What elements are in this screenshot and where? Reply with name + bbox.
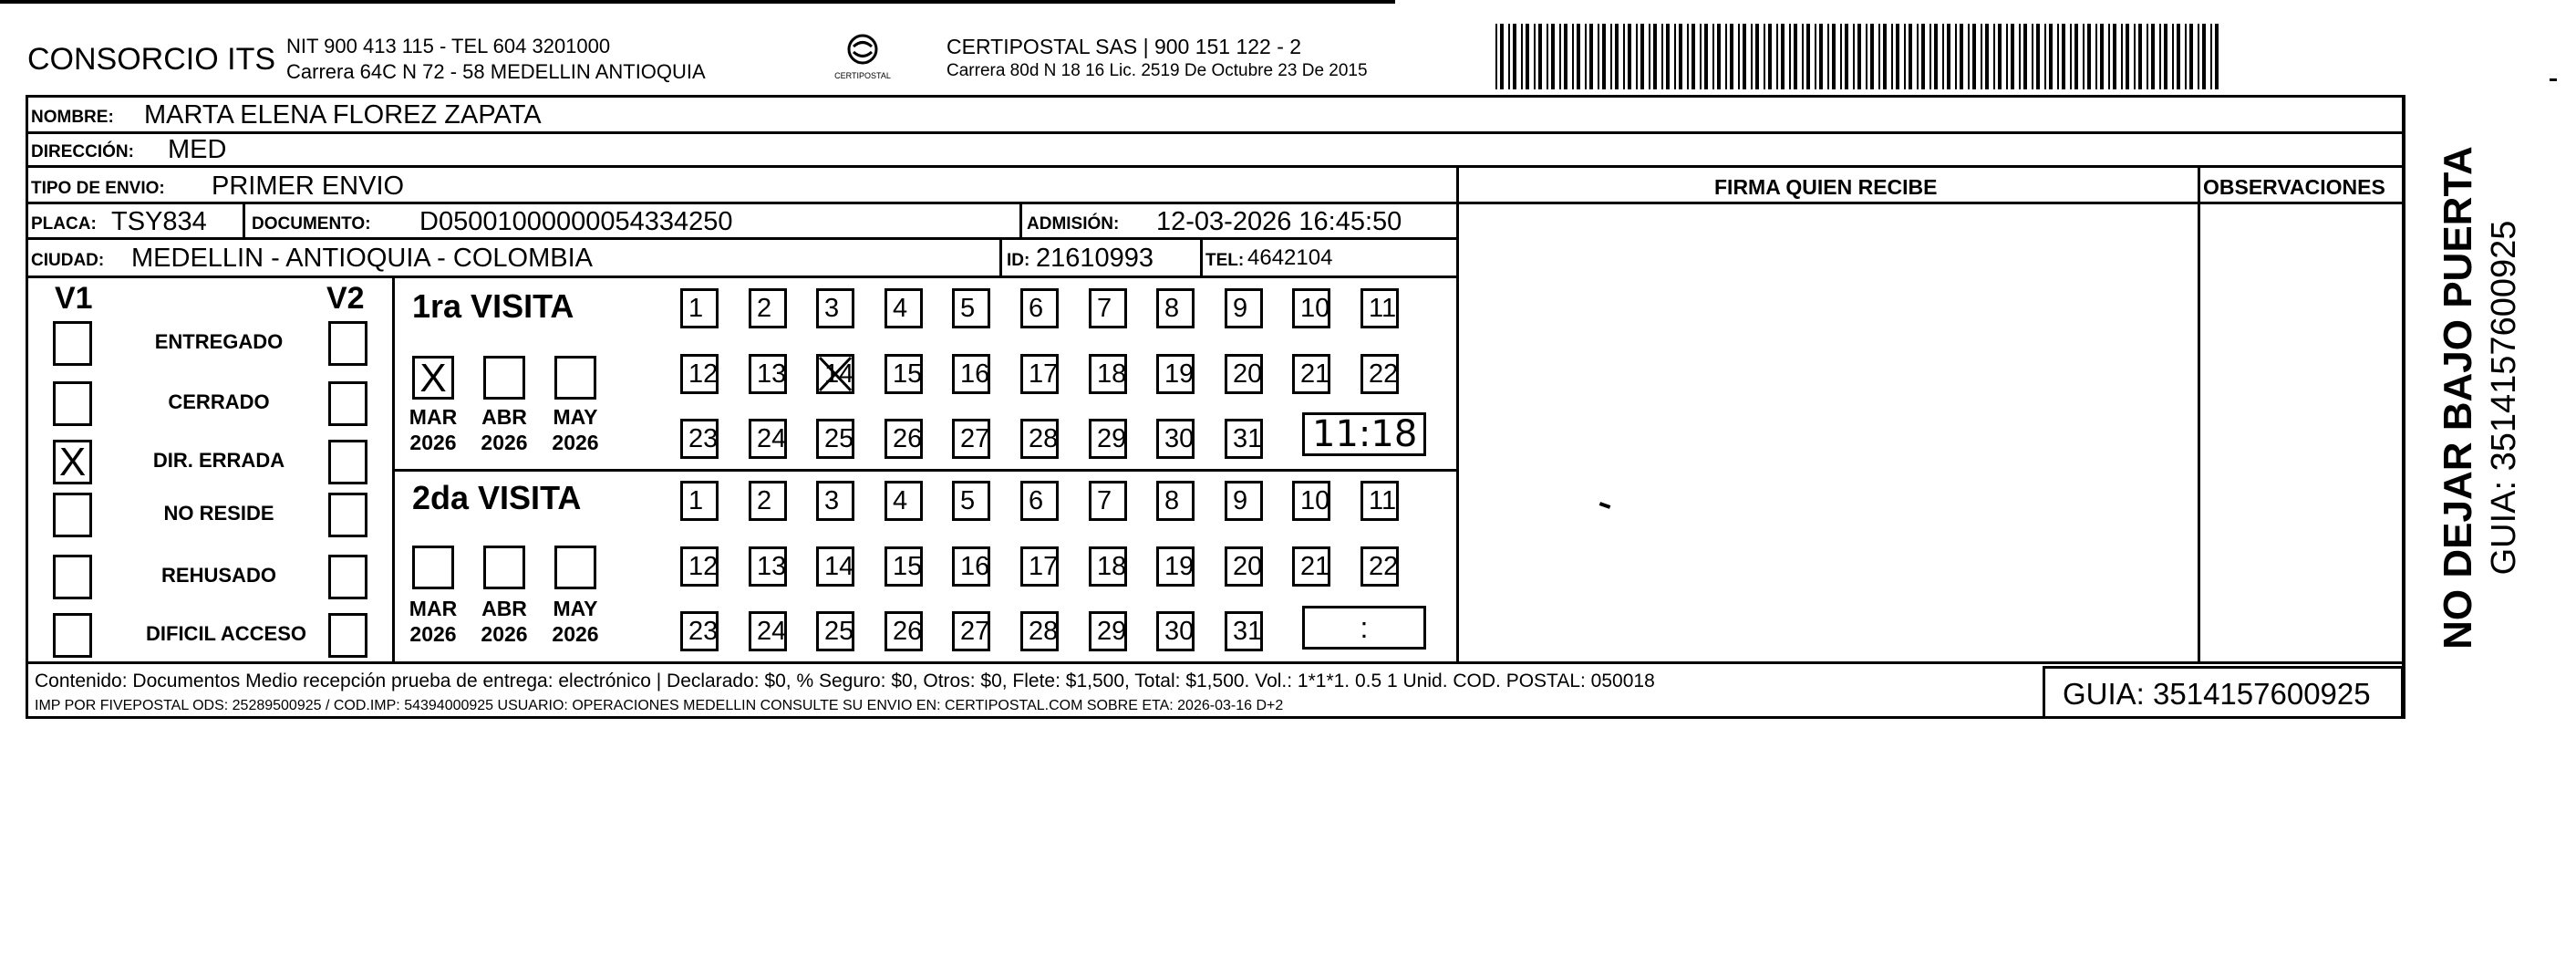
- day-box[interactable]: 26: [885, 611, 923, 651]
- v1-checkbox[interactable]: X: [53, 440, 92, 484]
- documento-label: DOCUMENTO:: [252, 214, 371, 234]
- day-box[interactable]: 23: [680, 611, 719, 651]
- month-year: 2026: [409, 431, 457, 454]
- status-option-label: NO RESIDE: [163, 502, 274, 525]
- day-box[interactable]: 22: [1360, 546, 1399, 587]
- month-checkbox[interactable]: [412, 546, 454, 589]
- v2-checkbox[interactable]: [328, 381, 367, 426]
- day-box[interactable]: 11: [1360, 481, 1399, 521]
- day-box[interactable]: 8: [1156, 481, 1195, 521]
- v2-checkbox[interactable]: [328, 440, 367, 484]
- month-label: MAR: [409, 405, 458, 429]
- day-box[interactable]: 27: [952, 611, 990, 651]
- tel-value: 4642104: [1247, 245, 1333, 270]
- day-box[interactable]: 7: [1089, 481, 1127, 521]
- day-box[interactable]: 23: [680, 419, 719, 459]
- month-label: MAR: [409, 597, 458, 620]
- v1-checkbox[interactable]: [53, 613, 92, 658]
- day-box[interactable]: 21: [1292, 546, 1330, 587]
- certipostal-logo: [826, 31, 899, 88]
- day-box[interactable]: 15: [885, 354, 923, 394]
- month-year: 2026: [481, 622, 528, 646]
- no-dejar-bajo-puerta: NO DEJAR BAJO PUERTA: [2436, 146, 2480, 650]
- day-box[interactable]: 7: [1089, 288, 1127, 328]
- v2-checkbox[interactable]: [328, 555, 367, 599]
- day-box[interactable]: 10: [1292, 481, 1330, 521]
- guia-number: GUIA: 3514157600925: [2063, 677, 2371, 711]
- day-box[interactable]: 20: [1225, 354, 1263, 394]
- admision-label: ADMISIÓN:: [1027, 214, 1120, 234]
- carrier-name: CERTIPOSTAL SAS | 900 151 122 - 2: [947, 35, 1302, 58]
- day-box[interactable]: 29: [1089, 611, 1127, 651]
- day-box[interactable]: 16: [952, 354, 990, 394]
- company-nit: NIT 900 413 115 - TEL 604 3201000: [286, 35, 611, 57]
- day-box[interactable]: 20: [1225, 546, 1263, 587]
- status-option-label: DIFICIL ACCESO: [146, 622, 307, 645]
- day-box[interactable]: 5: [952, 481, 990, 521]
- day-box[interactable]: 6: [1020, 481, 1059, 521]
- tipo-envio-label: TIPO DE ENVIO:: [31, 179, 165, 198]
- month-checkbox[interactable]: [554, 546, 596, 589]
- day-box[interactable]: 4: [885, 288, 923, 328]
- day-box[interactable]: 6: [1020, 288, 1059, 328]
- month-checkbox[interactable]: X: [412, 356, 454, 400]
- day-box[interactable]: 10: [1292, 288, 1330, 328]
- month-checkbox[interactable]: [554, 356, 596, 400]
- status-option-label: DIR. ERRADA: [152, 449, 285, 472]
- day-box[interactable]: 26: [885, 419, 923, 459]
- v2-label: V2: [326, 281, 365, 316]
- day-box[interactable]: 15: [885, 546, 923, 587]
- id-value: 21610993: [1036, 244, 1154, 273]
- day-box[interactable]: 11: [1360, 288, 1399, 328]
- day-box[interactable]: 21: [1292, 354, 1330, 394]
- day-box[interactable]: 17: [1020, 546, 1059, 587]
- status-option-label: ENTREGADO: [154, 330, 284, 353]
- month-label: ABR: [481, 597, 527, 620]
- direccion-label: DIRECCIÓN:: [31, 142, 134, 161]
- day-box[interactable]: 31: [1225, 611, 1263, 651]
- day-box[interactable]: 17: [1020, 354, 1059, 394]
- day-box[interactable]: 1: [680, 288, 719, 328]
- v1-checkbox[interactable]: [53, 321, 92, 366]
- edge-mark: [2550, 78, 2557, 81]
- day-box[interactable]: 1: [680, 481, 719, 521]
- company-address: Carrera 64C N 72 - 58 MEDELLIN ANTIOQUIA: [286, 60, 706, 83]
- day-box[interactable]: 19: [1156, 354, 1195, 394]
- placa-label: PLACA:: [31, 214, 97, 234]
- day-box[interactable]: 3: [816, 288, 854, 328]
- direccion-value: MED: [168, 135, 227, 164]
- status-option-label: REHUSADO: [161, 564, 276, 587]
- month-year: 2026: [409, 622, 457, 646]
- placa-value: TSY834: [111, 207, 207, 236]
- day-box[interactable]: 14: [816, 546, 854, 587]
- day-box[interactable]: 30: [1156, 611, 1195, 651]
- visit1-time[interactable]: 11:18: [1302, 412, 1426, 456]
- month-year: 2026: [552, 622, 599, 646]
- day-box[interactable]: 31: [1225, 419, 1263, 459]
- v1-label: V1: [55, 281, 93, 316]
- day-box[interactable]: 3: [816, 481, 854, 521]
- ciudad-label: CIUDAD:: [31, 251, 105, 270]
- day-box[interactable]: 13: [749, 546, 787, 587]
- visit1-title: 1ra VISITA: [412, 287, 574, 325]
- day-box[interactable]: 27: [952, 419, 990, 459]
- month-label: MAY: [553, 405, 598, 429]
- day-box[interactable]: 29: [1089, 419, 1127, 459]
- tel-label: TEL:: [1205, 251, 1245, 270]
- carrier-address: Carrera 80d N 18 16 Lic. 2519 De Octubre 23 De 2015: [947, 61, 1368, 80]
- day-box[interactable]: 14: [816, 354, 854, 394]
- day-box[interactable]: 28: [1020, 611, 1059, 651]
- v2-checkbox[interactable]: [328, 321, 367, 366]
- day-box[interactable]: 9: [1225, 481, 1263, 521]
- v1-checkbox[interactable]: [53, 493, 92, 537]
- day-box[interactable]: 18: [1089, 354, 1127, 394]
- day-box[interactable]: 2: [749, 481, 787, 521]
- company-name: CONSORCIO ITS: [27, 42, 276, 77]
- ciudad-value: MEDELLIN - ANTIOQUIA - COLOMBIA: [131, 244, 593, 273]
- svg-text:CERTIPOSTAL: CERTIPOSTAL: [834, 71, 891, 80]
- v2-checkbox[interactable]: [328, 613, 367, 658]
- month-checkbox[interactable]: [483, 546, 525, 589]
- month-label: MAY: [553, 597, 598, 620]
- month-year: 2026: [552, 431, 599, 454]
- nombre-label: NOMBRE:: [31, 108, 114, 127]
- admision-value: 12-03-2026 16:45:50: [1156, 207, 1402, 236]
- day-box[interactable]: 24: [749, 611, 787, 651]
- day-box[interactable]: 13: [749, 354, 787, 394]
- visit2-title: 2da VISITA: [412, 479, 582, 516]
- day-box[interactable]: 18: [1089, 546, 1127, 587]
- day-box[interactable]: 30: [1156, 419, 1195, 459]
- nombre-value: MARTA ELENA FLOREZ ZAPATA: [144, 100, 542, 130]
- side-guia: GUIA: 3514157600925: [2485, 220, 2523, 576]
- day-box[interactable]: 25: [816, 611, 854, 651]
- day-box[interactable]: 22: [1360, 354, 1399, 394]
- day-box[interactable]: 24: [749, 419, 787, 459]
- day-box[interactable]: 9: [1225, 288, 1263, 328]
- day-box[interactable]: 25: [816, 419, 854, 459]
- day-box[interactable]: 28: [1020, 419, 1059, 459]
- v1-checkbox[interactable]: [53, 381, 92, 426]
- tipo-envio-value: PRIMER ENVIO: [212, 172, 405, 201]
- month-label: ABR: [481, 405, 527, 429]
- month-checkbox[interactable]: [483, 356, 525, 400]
- day-box[interactable]: 2: [749, 288, 787, 328]
- day-box[interactable]: 16: [952, 546, 990, 587]
- documento-value: D05001000000054334250: [419, 207, 733, 236]
- observaciones-label: OBSERVACIONES: [2203, 175, 2385, 199]
- v1-checkbox[interactable]: [53, 555, 92, 599]
- day-box[interactable]: 19: [1156, 546, 1195, 587]
- barcode: [1495, 24, 2225, 89]
- day-cross-mark: [816, 354, 854, 394]
- firma-label: FIRMA QUIEN RECIBE: [1714, 175, 1938, 199]
- day-box[interactable]: 12: [680, 546, 719, 587]
- visit2-time[interactable]: :: [1302, 606, 1426, 650]
- v2-checkbox[interactable]: [328, 493, 367, 537]
- month-year: 2026: [481, 431, 528, 454]
- footer-content: Contenido: Documentos Medio recepción prueba de entrega: electrónico | Declarado: $0, % Seguro: $0, Otros: $0, Flete: $1,500, Total: $1,500. Vol.: 1*1*1. 0.5 1 Unid. COD. POSTAL: 050018: [35, 671, 1655, 691]
- top-rule: [0, 0, 1395, 4]
- day-box[interactable]: 4: [885, 481, 923, 521]
- status-option-label: CERRADO: [168, 390, 270, 413]
- id-label: ID:: [1007, 251, 1030, 270]
- day-box[interactable]: 8: [1156, 288, 1195, 328]
- footer-imp: IMP POR FIVEPOSTAL ODS: 25289500925 / COD.IMP: 54394000925 USUARIO: OPERACIONES MEDELLIN CONSULTE SU ENVIO EN: CERTIPOSTAL.COM SOBRE ETA: 2026-03-16 D+2: [35, 698, 1284, 713]
- day-box[interactable]: 12: [680, 354, 719, 394]
- day-box[interactable]: 5: [952, 288, 990, 328]
